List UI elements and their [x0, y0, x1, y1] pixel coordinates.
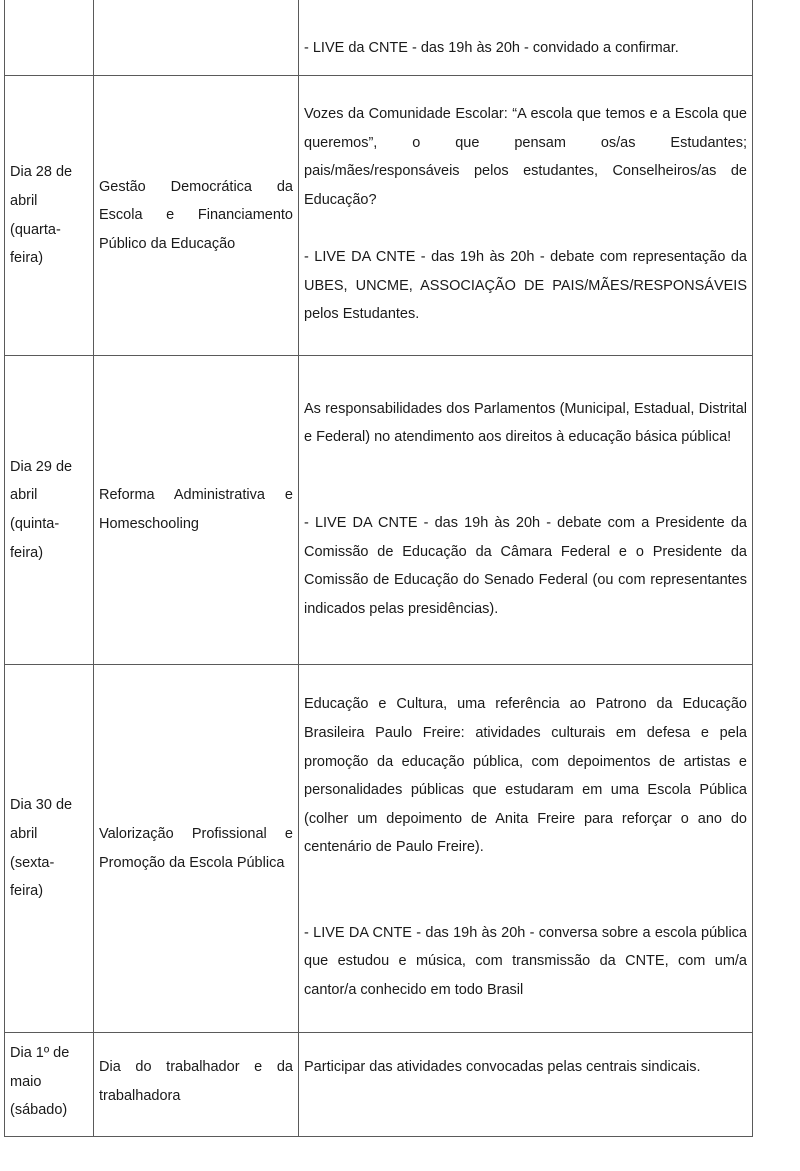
table-row: [5, 356, 753, 665]
date-line: Dia 29 de: [10, 458, 73, 475]
theme-cell: Dia do trabalhador e da trabalhadora: [94, 1033, 299, 1137]
activity-cell: [299, 1033, 753, 1137]
theme-cell: Gestão Democrática da Escola e Financiamento Público da Educação: [94, 76, 299, 356]
date-line: feira): [10, 250, 44, 267]
activity-paragraph: Vozes da Comunidade Escolar: “A escola que temos e a Escola que queremos”, o que pensam os/as Estudantes; pais/mães/responsáveis pelos estudantes, Conselheiros/as de Educação?: [304, 106, 747, 208]
activity-paragraph: - LIVE DA CNTE - das 19h às 20h - debate com a Presidente da Comissão de Educação da Câmara Federal e o Presidente da Comissão de Educação do Senado Federal (ou com representantes indicados pelas presidências).: [304, 514, 747, 617]
date-line: feira): [10, 544, 44, 561]
date-cell: [5, 1033, 94, 1137]
activity-cell: [299, 76, 753, 356]
date-cell: [5, 0, 94, 76]
table-row: [5, 0, 753, 76]
activity-paragraph: Participar das atividades convocadas pelas centrais sindicais.: [304, 1059, 701, 1075]
table-row: [5, 76, 753, 356]
date-line: Dia 28 de: [10, 164, 73, 181]
activity-cell: [299, 665, 753, 1033]
activity-paragraph: - LIVE da CNTE - das 19h às 20h - convidado a confirmar.: [304, 40, 679, 57]
date-line: Dia 30 de: [10, 797, 73, 814]
date-cell: [5, 665, 94, 1033]
activity-paragraph: Educação e Cultura, uma referência ao Patrono da Educação Brasileira Paulo Freire: atividades culturais em defesa e pela promoção da educação pública, com depoimentos de artistas e personalidades públicas que estudaram em uma Escola Pública (colher um depoimento de Anita Freire para reforçar o ano do centenário de Paulo Freire).: [304, 696, 747, 856]
activity-paragraph: As responsabilidades dos Parlamentos (Municipal, Estadual, Distrital e Federal) no atendimento aos direitos à educação básica pública!: [304, 400, 747, 446]
date-line: feira): [10, 883, 44, 900]
table-row: [5, 665, 753, 1033]
date-cell: [5, 76, 94, 356]
date-line: (quarta-: [10, 221, 61, 238]
activity-cell: [299, 356, 753, 665]
table-row: [5, 1033, 753, 1137]
date-line: (sexta-: [10, 854, 55, 871]
schedule-table: [4, 0, 753, 1137]
activity-paragraph: - LIVE DA CNTE - das 19h às 20h - debate com representação da UBES, UNCME, ASSOCIAÇÃO DE PAIS/MÃES/RESPONSÁVEIS pelos Estudantes.: [304, 249, 747, 323]
date-cell: [5, 356, 94, 665]
date-line: maio: [10, 1073, 42, 1090]
date-line: abril: [10, 192, 38, 209]
theme-cell: Valorização Profissional e Promoção da Escola Pública: [94, 665, 299, 1033]
date-line: abril: [10, 825, 38, 842]
date-line: Dia 1º de: [10, 1045, 70, 1061]
date-line: (quinta-: [10, 516, 60, 532]
date-line: (sábado): [10, 1102, 68, 1119]
activity-cell: [299, 0, 753, 76]
activity-paragraph: - LIVE DA CNTE - das 19h às 20h - conversa sobre a escola pública que estudou e música, com transmissão da CNTE, com um/a cantor/a conhecido em todo Brasil: [304, 924, 747, 999]
date-line: abril: [10, 487, 38, 504]
theme-cell: [94, 0, 299, 76]
theme-cell: Reforma Administrativa e Homeschooling: [94, 356, 299, 665]
